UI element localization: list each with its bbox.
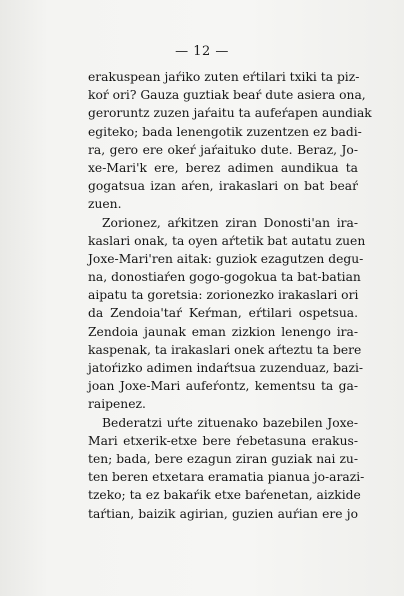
- text-line: tzeko; ta ez bakaŕik etxe baŕenetan, aizkide: [88, 488, 361, 503]
- text-line: gogatsua izan aŕen, irakaslari on bat beaŕ: [88, 179, 358, 194]
- text-line: kaslari onak, ta oyen aŕtetik bat autatu zuen: [88, 233, 366, 248]
- text-line: na, donostiaŕen gogo-gogokua ta bat-batian: [88, 270, 361, 285]
- text-line: taŕtian, baizik agirian, guzien auŕian ere jo: [88, 506, 358, 521]
- text-line: da Zendoia'taŕ Keŕman, eŕtilari ospetsua.: [88, 306, 358, 321]
- text-line: joan Joxe-Mari aufeŕontz, kementsu ta ga-: [88, 379, 358, 394]
- text-line: Bederatzi uŕte zituenako bazebilen Joxe-: [102, 415, 358, 430]
- text-line: xe-Mari'k ere, berez adimen aundikua ta: [88, 160, 358, 175]
- body-text: [88, 68, 372, 523]
- text-line: Joxe-Mari'ren aitak: guziok ezagutzen degu-: [88, 251, 364, 266]
- text-line: egiteko; bada lenengotik zuzentzen ez badi-: [88, 124, 362, 139]
- text-line: ra, gero ere okeŕ jaŕaituko dute. Beraz, Jo-: [88, 142, 358, 157]
- text-line: Zendoia jaunak eman zizkion lenengo ira-: [88, 324, 358, 339]
- text-line: ten; bada, bere ezagun ziran guziak nai zu-: [88, 451, 358, 466]
- text-line: jatoŕizko adimen indaŕtsua zuzenduaz, bazi-: [88, 361, 364, 375]
- text-line: zuen.: [88, 197, 122, 212]
- text-line: kaspenak, ta irakaslari onek aŕteztu ta bere: [88, 342, 362, 357]
- text-line: aipatu ta goretsia: zorionezko irakaslari ori: [88, 288, 359, 303]
- text-line: Zorionez, aŕkitzen ziran Donosti'an ira-: [102, 215, 358, 230]
- text-line: geroruntz zuzen jaŕaitu ta aufeŕapen aundiak: [88, 106, 372, 121]
- text-line: Mari etxerik-etxe bere ŕebetasuna erakus-: [88, 433, 358, 448]
- text-line: erakuspean jaŕiko zuten eŕtilari txiki ta piz-: [88, 70, 360, 84]
- text-line: raipenez.: [88, 397, 146, 412]
- text-line: koŕ ori? Gauza guztiak beaŕ dute asiera ona,: [88, 88, 366, 103]
- text-line: ten beren etxetara eramatia pianua jo-arazi-: [88, 470, 365, 485]
- page-number: — 12 —: [175, 44, 229, 59]
